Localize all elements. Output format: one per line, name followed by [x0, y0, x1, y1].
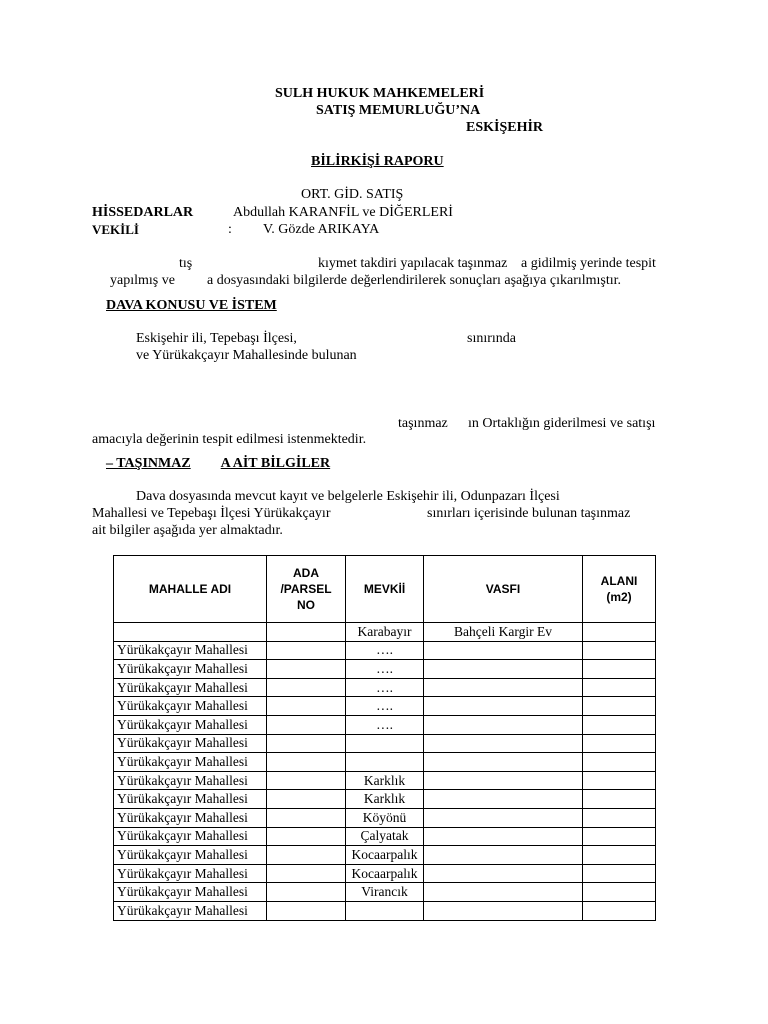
cell-mevkii: Virancık — [346, 883, 424, 902]
paragraph-text: taşınmaz — [398, 416, 448, 431]
cell-mahalle: Yürükakçayır Mahallesi — [114, 734, 267, 753]
cell-vasfi: Bahçeli Kargir Ev — [424, 623, 583, 642]
cell-mevkii — [346, 753, 424, 772]
header-text: /PARSEL — [280, 582, 332, 596]
cell-mahalle: Yürükakçayır Mahallesi — [114, 827, 267, 846]
table-row — [114, 827, 656, 846]
cell-alani — [583, 883, 656, 902]
cell-mahalle: Yürükakçayır Mahallesi — [114, 771, 267, 790]
table-row — [114, 790, 656, 809]
header-text: ADA — [293, 566, 319, 580]
paragraph-text: ait bilgiler aşağıda yer almaktadır. — [92, 523, 283, 538]
table-header-row — [114, 556, 656, 623]
cell-alani — [583, 771, 656, 790]
table-row — [114, 883, 656, 902]
cell-ada — [267, 734, 346, 753]
cell-vasfi — [424, 753, 583, 772]
property-table — [113, 555, 656, 921]
paragraph-text: Dava dosyasında mevcut kayıt ve belgelerle Eskişehir ili, Odunpazarı İlçesi — [136, 489, 560, 504]
header-vasfi: VASFI — [424, 556, 583, 623]
cell-vasfi — [424, 678, 583, 697]
paragraph-text: sınırları içerisinde bulunan taşınmaz — [427, 506, 631, 521]
header-text: ALANI — [600, 574, 638, 588]
cell-ada — [267, 697, 346, 716]
table-row — [114, 678, 656, 697]
cell-alani — [583, 864, 656, 883]
cell-mahalle: Yürükakçayır Mahallesi — [114, 883, 267, 902]
header-alani — [583, 556, 656, 623]
vekili-value: V. Gözde ARIKAYA — [263, 222, 380, 237]
cell-alani — [583, 678, 656, 697]
cell-vasfi — [424, 846, 583, 865]
cell-ada — [267, 901, 346, 920]
cell-mevkii: Çalyatak — [346, 827, 424, 846]
cell-ada — [267, 715, 346, 734]
cell-alani — [583, 623, 656, 642]
cell-alani — [583, 660, 656, 679]
paragraph-text: ın Ortaklığın giderilmesi ve satışı — [468, 416, 656, 431]
cell-mahalle: Yürükakçayır Mahallesi — [114, 678, 267, 697]
intro-fragment: yapılmış ve — [110, 273, 175, 288]
vekili-colon: : — [228, 222, 232, 237]
court-name: SULH HUKUK MAHKEMELERİ — [275, 86, 485, 101]
table-row — [114, 846, 656, 865]
cell-mevkii: …. — [346, 660, 424, 679]
cell-mahalle: Yürükakçayır Mahallesi — [114, 846, 267, 865]
vekili-label: VEKİLİ — [92, 222, 139, 237]
city-name: ESKİŞEHİR — [466, 120, 544, 135]
cell-mevkii: Köyönü — [346, 808, 424, 827]
cell-vasfi — [424, 771, 583, 790]
paragraph-text: Eskişehir ili, Tepebaşı İlçesi, — [136, 331, 297, 346]
header-mevkii: MEVKİİ — [346, 556, 424, 623]
cell-ada — [267, 864, 346, 883]
cell-mevkii: …. — [346, 641, 424, 660]
table-row — [114, 771, 656, 790]
cell-vasfi — [424, 715, 583, 734]
cell-alani — [583, 734, 656, 753]
cell-ada — [267, 790, 346, 809]
cell-mevkii: Karklık — [346, 771, 424, 790]
cell-vasfi — [424, 827, 583, 846]
table-row — [114, 623, 656, 642]
paragraph-text: ve Yürükakçayır Mahallesinde bulunan — [136, 348, 357, 363]
cell-mevkii: Kocaarpalık — [346, 846, 424, 865]
cell-ada — [267, 660, 346, 679]
cell-alani — [583, 827, 656, 846]
cell-alani — [583, 753, 656, 772]
intro-fragment: kıymet takdiri yapılacak taşınmaz — [318, 256, 508, 271]
cell-mahalle: Yürükakçayır Mahallesi — [114, 901, 267, 920]
cell-vasfi — [424, 734, 583, 753]
cell-mahalle: Yürükakçayır Mahallesi — [114, 790, 267, 809]
table-row — [114, 660, 656, 679]
cell-alani — [583, 790, 656, 809]
section-title — [92, 456, 330, 472]
section-title-text: A AİT BİLGİLER — [220, 456, 331, 471]
cell-mevkii: Karklık — [346, 790, 424, 809]
cell-vasfi — [424, 808, 583, 827]
cell-vasfi — [424, 883, 583, 902]
cell-ada — [267, 883, 346, 902]
hissedarlar-label: HİSSEDARLAR — [92, 205, 194, 220]
cell-alani — [583, 697, 656, 716]
section-title-text: – TAŞINMAZ — [106, 456, 191, 471]
cell-ada — [267, 827, 346, 846]
cell-mahalle: Yürükakçayır Mahallesi — [114, 660, 267, 679]
cell-vasfi — [424, 790, 583, 809]
paragraph-text: sınırında — [467, 331, 516, 346]
cell-mahalle: Yürükakçayır Mahallesi — [114, 697, 267, 716]
cell-vasfi — [424, 697, 583, 716]
cell-mahalle: Yürükakçayır Mahallesi — [114, 641, 267, 660]
cell-alani — [583, 715, 656, 734]
intro-fragment: a dosyasındaki bilgilerde değerlendirilerek sonuçları aşağıya çıkarılmıştır. — [207, 273, 622, 288]
cell-mahalle: Yürükakçayır Mahallesi — [114, 864, 267, 883]
cell-mevkii: Karabayır — [346, 623, 424, 642]
report-title: BİLİRKİŞİ RAPORU — [311, 154, 444, 169]
table-row — [114, 641, 656, 660]
table-row — [114, 715, 656, 734]
table-row — [114, 808, 656, 827]
section-title-text: DAVA KONUSU VE İSTEM — [106, 298, 277, 313]
cell-ada — [267, 771, 346, 790]
paragraph-text: Mahallesi ve Tepebaşı İlçesi Yürükakçayır — [92, 506, 331, 521]
cell-alani — [583, 808, 656, 827]
intro-fragment: a gidilmiş yerinde tespit — [521, 256, 656, 271]
paragraph-text: amacıyla değerinin tespit edilmesi istenmektedir. — [92, 432, 367, 447]
cell-mevkii: Kocaarpalık — [346, 864, 424, 883]
cell-mahalle — [114, 623, 267, 642]
header-text: (m2) — [606, 590, 632, 604]
intro-fragment: tış — [179, 256, 193, 271]
cell-vasfi — [424, 901, 583, 920]
cell-vasfi — [424, 641, 583, 660]
table-row — [114, 864, 656, 883]
table-row — [114, 901, 656, 920]
table-row — [114, 734, 656, 753]
cell-ada — [267, 846, 346, 865]
cell-vasfi — [424, 864, 583, 883]
table-row — [114, 697, 656, 716]
header-text: NO — [297, 598, 315, 612]
subject: ORT. GİD. SATIŞ — [301, 187, 404, 202]
cell-ada — [267, 678, 346, 697]
cell-alani — [583, 641, 656, 660]
cell-mevkii: …. — [346, 678, 424, 697]
cell-mevkii — [346, 901, 424, 920]
cell-mahalle: Yürükakçayır Mahallesi — [114, 808, 267, 827]
header-ada-parsel — [267, 556, 346, 623]
table-row — [114, 753, 656, 772]
hissedarlar-value: Abdullah KARANFİL ve DİĞERLERİ — [233, 205, 453, 220]
cell-mevkii: …. — [346, 697, 424, 716]
cell-mevkii — [346, 734, 424, 753]
cell-alani — [583, 846, 656, 865]
cell-mahalle: Yürükakçayır Mahallesi — [114, 715, 267, 734]
cell-ada — [267, 808, 346, 827]
office-name: SATIŞ MEMURLUĞU’NA — [316, 103, 481, 118]
cell-alani — [583, 901, 656, 920]
cell-ada — [267, 753, 346, 772]
section-title — [92, 298, 277, 314]
header-mahalle: MAHALLE ADI — [114, 556, 267, 623]
cell-vasfi — [424, 660, 583, 679]
cell-ada — [267, 641, 346, 660]
cell-mevkii: …. — [346, 715, 424, 734]
cell-mahalle: Yürükakçayır Mahallesi — [114, 753, 267, 772]
cell-ada — [267, 623, 346, 642]
